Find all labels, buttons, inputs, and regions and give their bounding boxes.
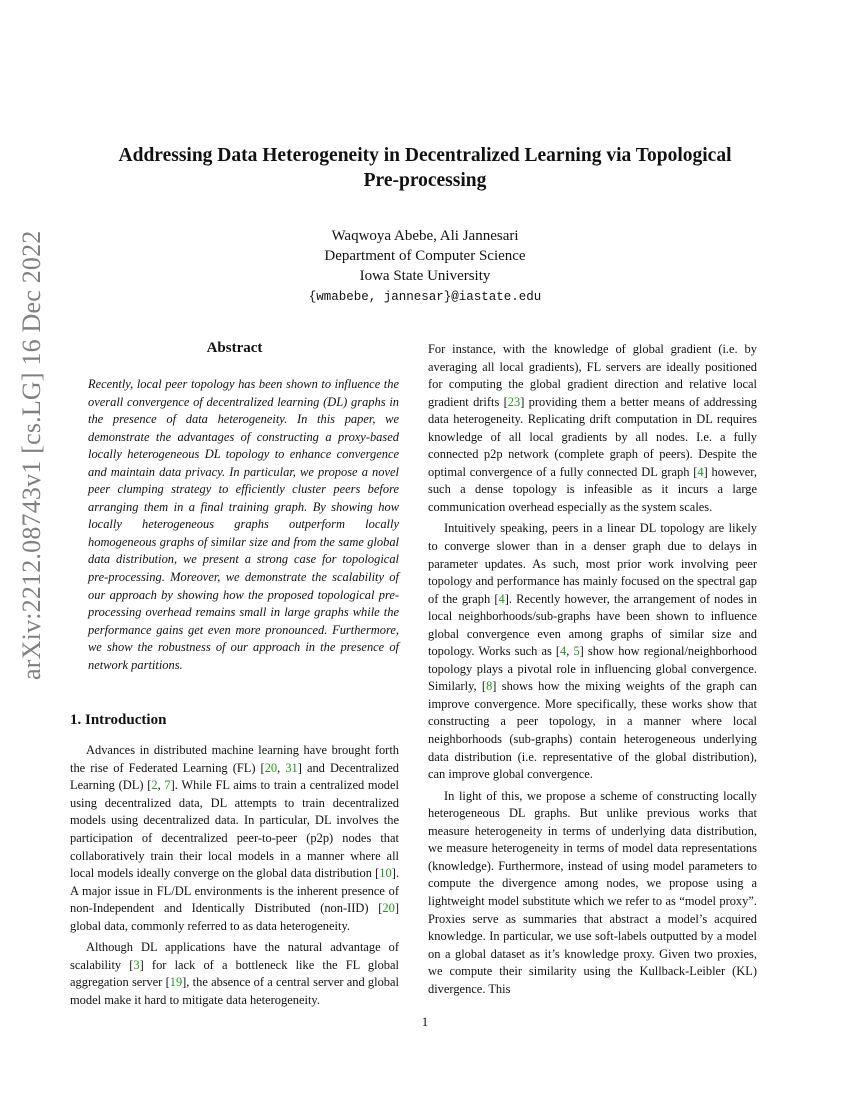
author-email: {wmabebe, jannesar}@iastate.edu	[308, 290, 542, 304]
page-number: 1	[421, 1014, 429, 1029]
body-paragraph: For instance, with the knowledge of global gradient (i.e. by averaging all local gradients), FL servers are ideally positioned for computing the global gradient direction and relative local gradient drifts [23] providing them a better means of addressing data heterogeneity. Replicating drift computation in DL requires knowledge of all local gradients by all nodes. I.e. a fully connected p2p network (complete graph of peers). Despite the optimal convergence of a fully connected DL graph [4] however, such a dense topology is infeasible as it incurs a large communication overhead especially as the system scales.	[428, 342, 757, 514]
abstract-text: Recently, local peer topology has been shown to influence the overall convergence of decentralized learning (DL) graphs in the presence of data heterogeneity. In this paper, we demonstrate the advantages of constructing a proxy-based locally heterogeneous DL topology to enhance convergence and maintain data privacy. In particular, we propose a novel peer clumping strategy to efficiently cluster peers before arranging them in a final training graph. By showing how locally heterogeneous graphs outperform locally homogeneous graphs of similar size and from the same global data distribution, we present a strong case for topological pre-processing. Moreover, we demonstrate the scalability of our approach by showing how the proposed topological pre-processing overhead remains small in large graphs while the performance gains get even more pronounced. Furthermore, we show the robustness of our approach in the presence of network partitions.	[88, 377, 399, 672]
right-paragraphs	[428, 341, 757, 998]
citation-link[interactable]: 4	[697, 464, 704, 479]
citation-link[interactable]: 23	[507, 394, 521, 409]
author-department: Department of Computer Science	[324, 248, 526, 264]
author-block	[70, 226, 780, 307]
abstract-heading: Abstract	[206, 340, 263, 356]
citation-link[interactable]: 19	[169, 975, 183, 990]
citation-link[interactable]: 10	[379, 866, 392, 881]
body-paragraph: Although DL applications have the natural advantage of scalability [3] for lack of a bottleneck like the FL global aggregation server [19], the absence of a central server and global model make it hard to mitigate data heterogeneity.	[70, 940, 400, 1007]
body-paragraph: Intuitively speaking, peers in a linear DL topology are likely to converge slower than in a denser graph due to delays in parameter updates. As such, most prior work involving peer topology and performance has mainly focused on the spectral gap of the graph [4]. Recently however, the arrangement of nodes in local neighborhoods/sub-graphs have been shown to influence global convergence even among graphs of similar size and topology. Works such as [4, 5] show how regional/neighborhood topology plays a pivotal role in influencing global convergence. Similarly, [8] shows how the mixing weights of the graph can improve convergence. More specifically, these works show that constructing a peer topology, in a manner where local neighborhoods (sub-graphs) contain heterogeneous underlying data distribution (i.e. representative of the global distribution), can improve global convergence.	[428, 521, 758, 782]
citation-link[interactable]: 3	[133, 957, 140, 972]
citation-link[interactable]: 5	[573, 644, 580, 659]
citation-link[interactable]: 7	[164, 778, 171, 793]
left-column	[70, 338, 399, 1014]
citation-link[interactable]: 20	[382, 901, 395, 916]
author-university: Iowa State University	[359, 268, 491, 284]
title-line-2: Pre-processing	[363, 170, 487, 191]
citation-link[interactable]: 20	[264, 760, 278, 775]
title-block	[70, 143, 780, 307]
author-names: Waqwoya Abebe, Ali Jannesari	[331, 228, 519, 244]
title-line-1: Addressing Data Heterogeneity in Decentralized Learning via Topological	[118, 145, 732, 166]
body-paragraph: Advances in distributed machine learning have brought forth the rise of Federated Learning (FL) [20, 31] and Decentralized Learning (DL) [2, 7]. While FL aims to train a centralized model using decentralized data, DL attempts to train decentralized models using decentralized data. In particular, DL involves the participation of decentralized peer-to-peer (p2p) nodes that collaboratively train their local models in a manner where all local models ideally converge on the global data distribution [10]. A major issue in FL/DL environments is the inherent presence of non-Independent and Identically Distributed (non-IID) [20] global data, commonly referred to as data heterogeneity.	[70, 743, 400, 933]
citation-link[interactable]: 4	[560, 644, 567, 659]
citation-link[interactable]: 4	[498, 591, 505, 606]
abstract-body	[70, 376, 399, 674]
citation-link[interactable]: 2	[151, 778, 158, 793]
right-column	[428, 341, 757, 1002]
citation-link[interactable]: 31	[285, 760, 298, 775]
citation-link[interactable]: 8	[486, 679, 493, 694]
left-paragraphs	[70, 742, 399, 1009]
introduction-heading: 1. Introduction	[70, 712, 167, 729]
body-paragraph: In light of this, we propose a scheme of constructing locally heterogeneous DL graphs. But unlike previous works that measure heterogeneity in terms of underlying data distribution, we measure heterogeneity in terms of model data representations (knowledge). Furthermore, instead of using model parameters to compute the divergence among nodes, we propose using a lightweight model substitute which we refer to as “model proxy”. Proxies serve as summaries that abstract a model’s acquired knowledge. In particular, we use soft-labels outputted by a model on a global dataset as it’s knowledge proxy. Given two proxies, we compute their similarity using the Kullback-Leibler (KL) divergence. This	[428, 788, 757, 996]
paper-title	[70, 143, 780, 193]
arxiv-identifier-stamp: arXiv:2212.08743v1 [cs.LG] 16 Dec 2022	[17, 230, 46, 680]
